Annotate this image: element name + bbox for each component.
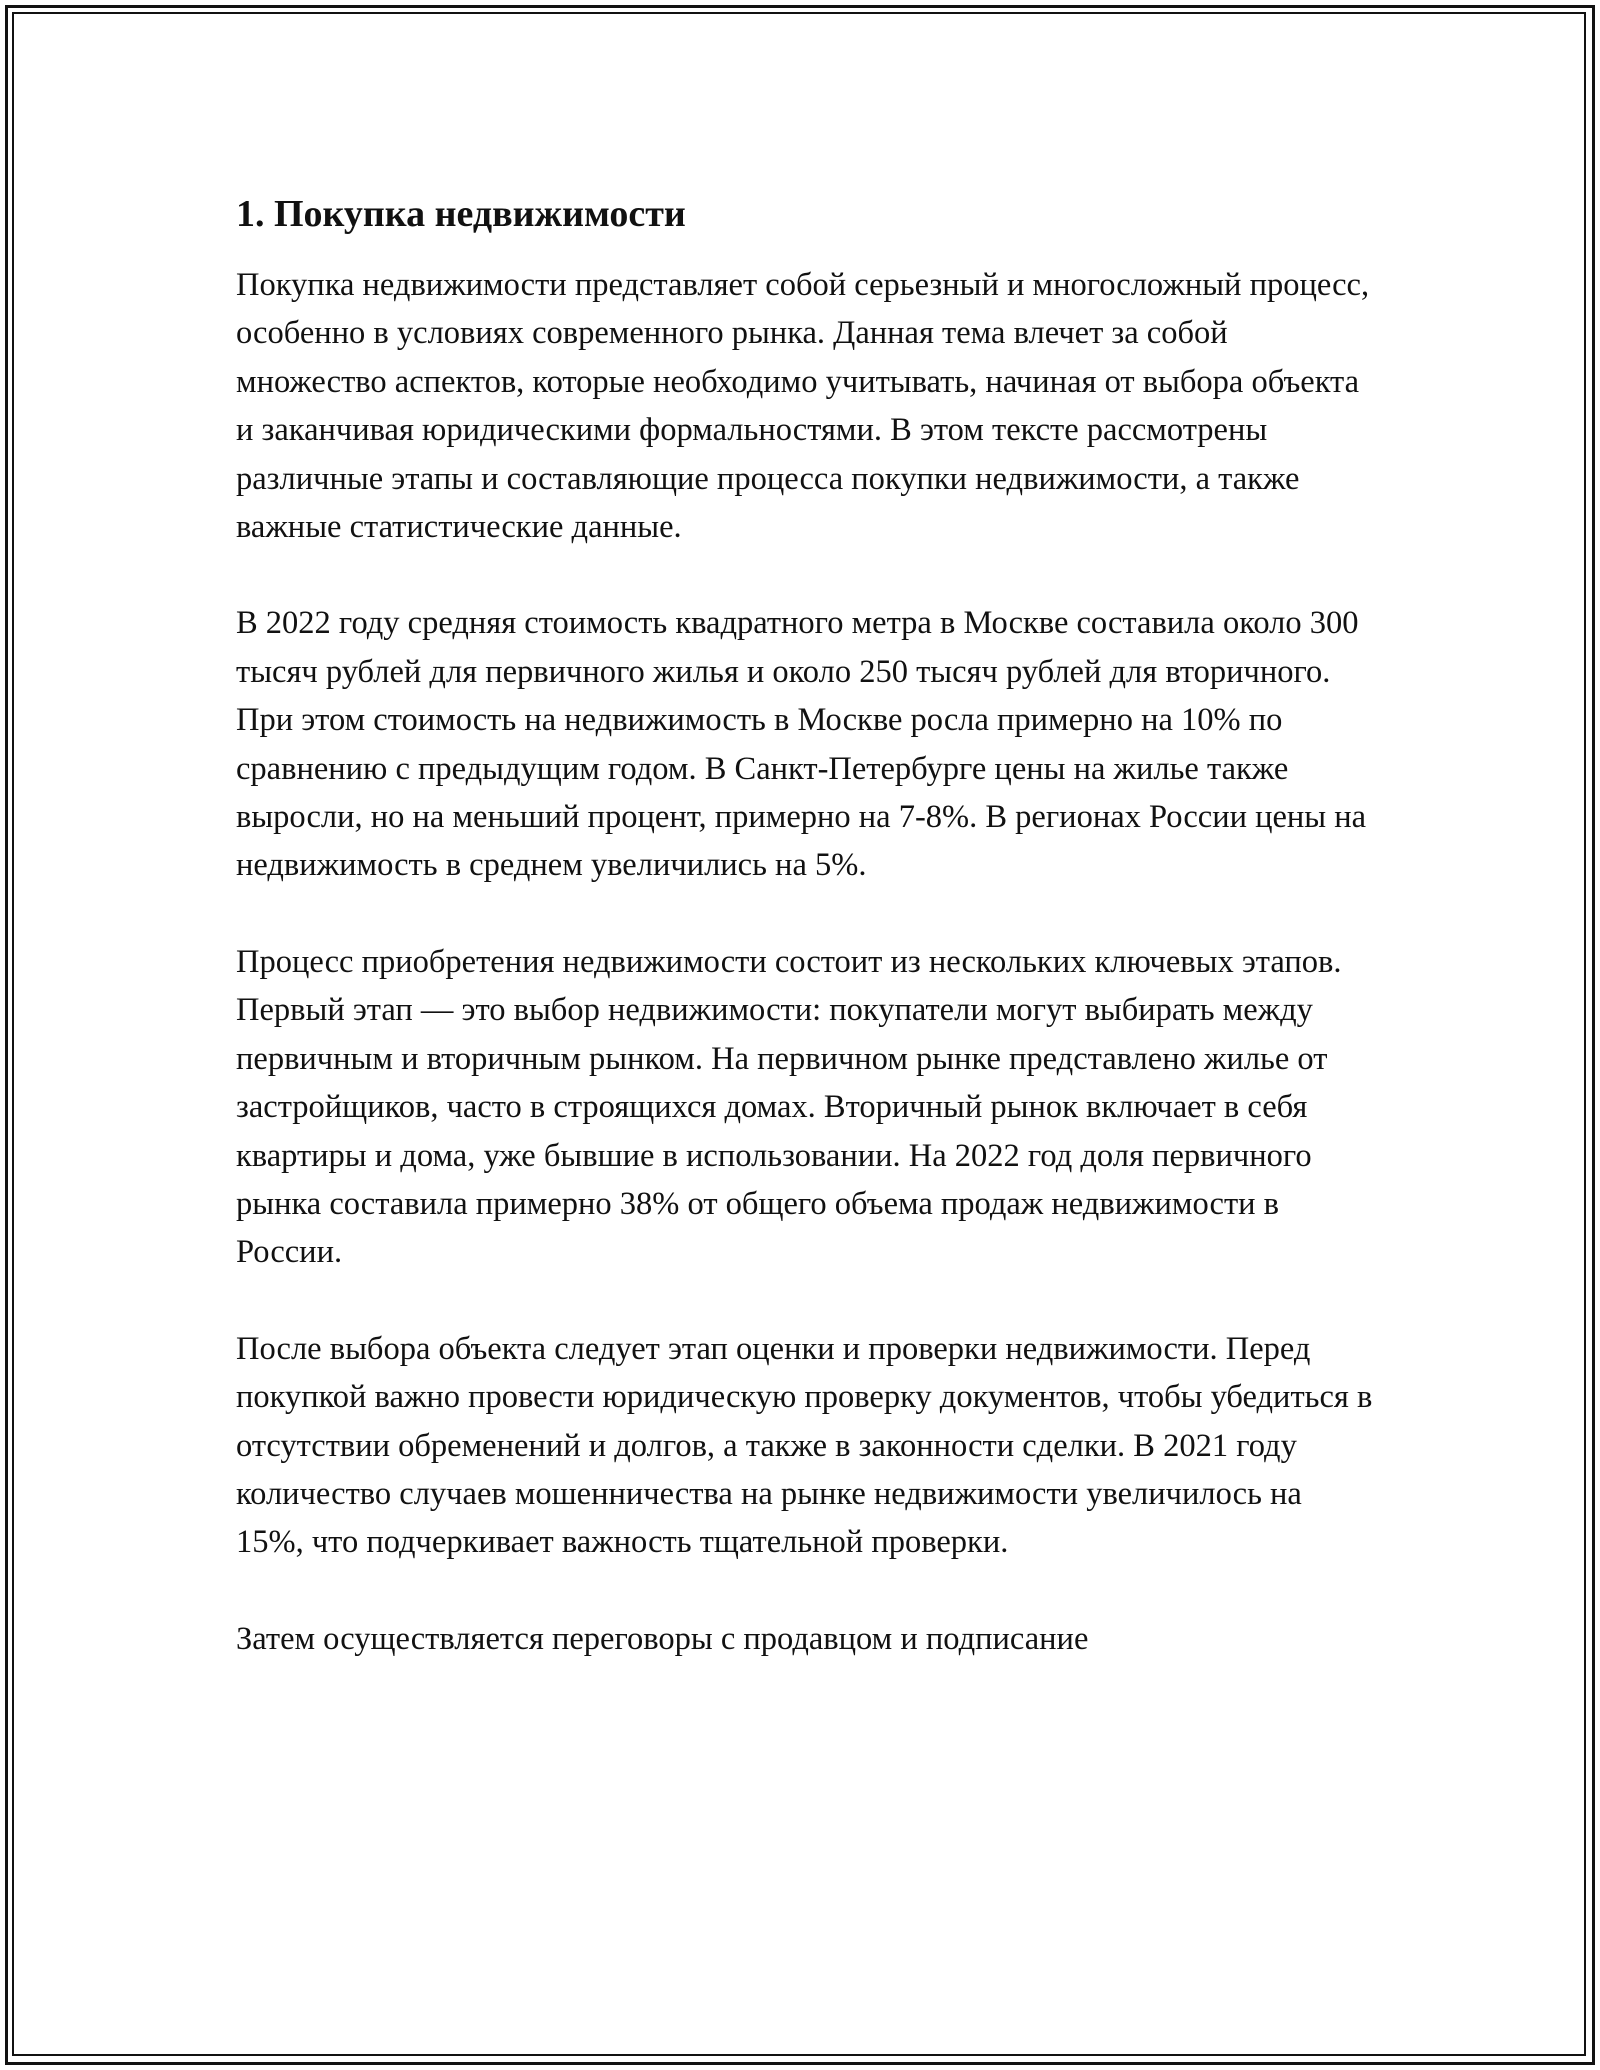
paragraph-prices: В 2022 году средняя стоимость квадратного метра в Москве составила около 300 тысяч рублей для первичного жилья и около 250 тысяч рублей для вторичного. При этом стоимость на недвижимость в Москве росла примерно на 10% по сравнению с предыдущим годом. В Санкт-Петербурге цены на жилье также выросли, но на меньший процент, примерно на 7-8%. В регионах России цены на недвижимость в среднем увеличились на 5%.	[236, 605, 1367, 884]
paragraph-verification: После выбора объекта следует этап оценки и проверки недвижимости. Перед покупкой важно провести юридическую проверку документов, чтобы убедиться в отсутствии обременений и долгов, а также в законности сделки. В 2021 году количество случаев мошенничества на рынке недвижимости увеличилось на 15%, что подчеркивает важность тщательной проверки.	[236, 1330, 1373, 1561]
document-page	[236, 186, 1376, 1663]
paragraph-negotiation: Затем осуществляется переговоры с продавцом и подписание	[236, 1620, 1089, 1657]
section-heading: 1. Покупка недвижимости	[236, 193, 686, 235]
paragraph-intro: Покупка недвижимости представляет собой серьезный и многосложный процесс, особенно в условиях современного рынка. Данная тема влечет за собой множество аспектов, которые необходимо учитывать, начиная от выбора объекта и заканчивая юридическими формальностями. В этом тексте рассмотрены различные этапы и составляющие процесса покупки недвижимости, а также важные статистические данные.	[236, 267, 1370, 546]
paragraph-stages: Процесс приобретения недвижимости состоит из нескольких ключевых этапов. Первый этап — это выбор недвижимости: покупатели могут выбирать между первичным и вторичным рынком. На первичном рынке представлено жилье от застройщиков, часто в строящихся домах. Вторичный рынок включает в себя квартиры и дома, уже бывшие в использовании. На 2022 год доля первичного рынка составила примерно 38% от общего объема продаж недвижимости в России.	[236, 943, 1342, 1271]
